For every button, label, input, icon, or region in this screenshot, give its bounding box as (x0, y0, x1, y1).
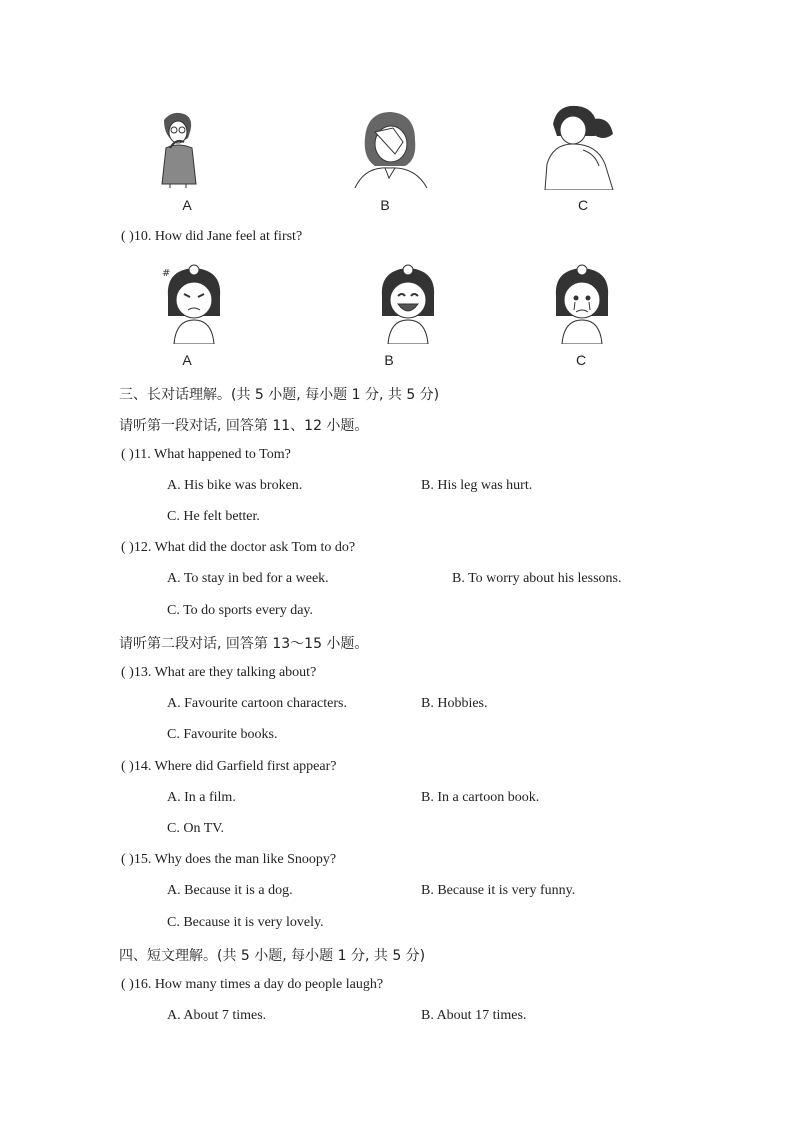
q15-question: ( )15. Why does the man like Snoopy? (121, 852, 337, 867)
q9-picture-a (150, 108, 206, 193)
q12-option-c: C. To do sports every day. (167, 603, 314, 618)
svg-text:#: # (162, 268, 171, 279)
q16-question: ( )16. How many times a day do people laugh? (121, 977, 384, 992)
q9-label-c: C (577, 197, 589, 213)
q12-question: ( )12. What did the doctor ask Tom to do? (121, 540, 356, 555)
q10-prompt: ( )10. How did Jane feel at first? (121, 229, 303, 244)
q13-option-a: A. Favourite cartoon characters. (167, 696, 347, 711)
q10-label-c: C (575, 352, 587, 368)
q9-label-b: B (380, 197, 390, 213)
q9-label-a: A (182, 197, 192, 213)
q13-option-b: B. Hobbies. (421, 696, 488, 711)
q15-option-c: C. Because it is very lovely. (167, 915, 324, 930)
q11-option-a: A. His bike was broken. (167, 478, 303, 493)
q16-option-a: A. About 7 times. (167, 1008, 267, 1023)
q11-option-b: B. His leg was hurt. (421, 478, 533, 493)
dialog2-instruction: 请听第二段对话, 回答第 13～15 小题。 (119, 636, 369, 652)
q10-label-b: B (384, 352, 394, 368)
q10-picture-c (546, 262, 618, 349)
q14-option-c: C. On TV. (167, 821, 225, 836)
q9-picture-b (345, 108, 435, 193)
q11-option-c: C. He felt better. (167, 509, 260, 524)
q12-option-b: B. To worry about his lessons. (452, 571, 622, 586)
section3-title: 三、长对话理解。(共 5 小题, 每小题 1 分, 共 5 分) (119, 387, 440, 403)
q14-option-b: B. In a cartoon book. (421, 790, 540, 805)
q14-question: ( )14. Where did Garfield first appear? (121, 759, 337, 774)
q13-question: ( )13. What are they talking about? (121, 665, 317, 680)
q15-option-b: B. Because it is very funny. (421, 883, 576, 898)
q9-picture-c (543, 104, 617, 195)
q15-option-a: A. Because it is a dog. (167, 883, 293, 898)
q10-picture-a (158, 262, 230, 349)
q10-label-a: A (182, 352, 192, 368)
q11-question: ( )11. What happened to Tom? (121, 447, 291, 462)
q13-option-c: C. Favourite books. (167, 727, 278, 742)
dialog1-instruction: 请听第一段对话, 回答第 11、12 小题。 (119, 418, 369, 434)
q14-option-a: A. In a film. (167, 790, 236, 805)
q16-option-b: B. About 17 times. (421, 1008, 527, 1023)
q10-picture-b (372, 262, 444, 349)
q12-option-a: A. To stay in bed for a week. (167, 571, 329, 586)
section4-title: 四、短文理解。(共 5 小题, 每小题 1 分, 共 5 分) (119, 948, 426, 964)
